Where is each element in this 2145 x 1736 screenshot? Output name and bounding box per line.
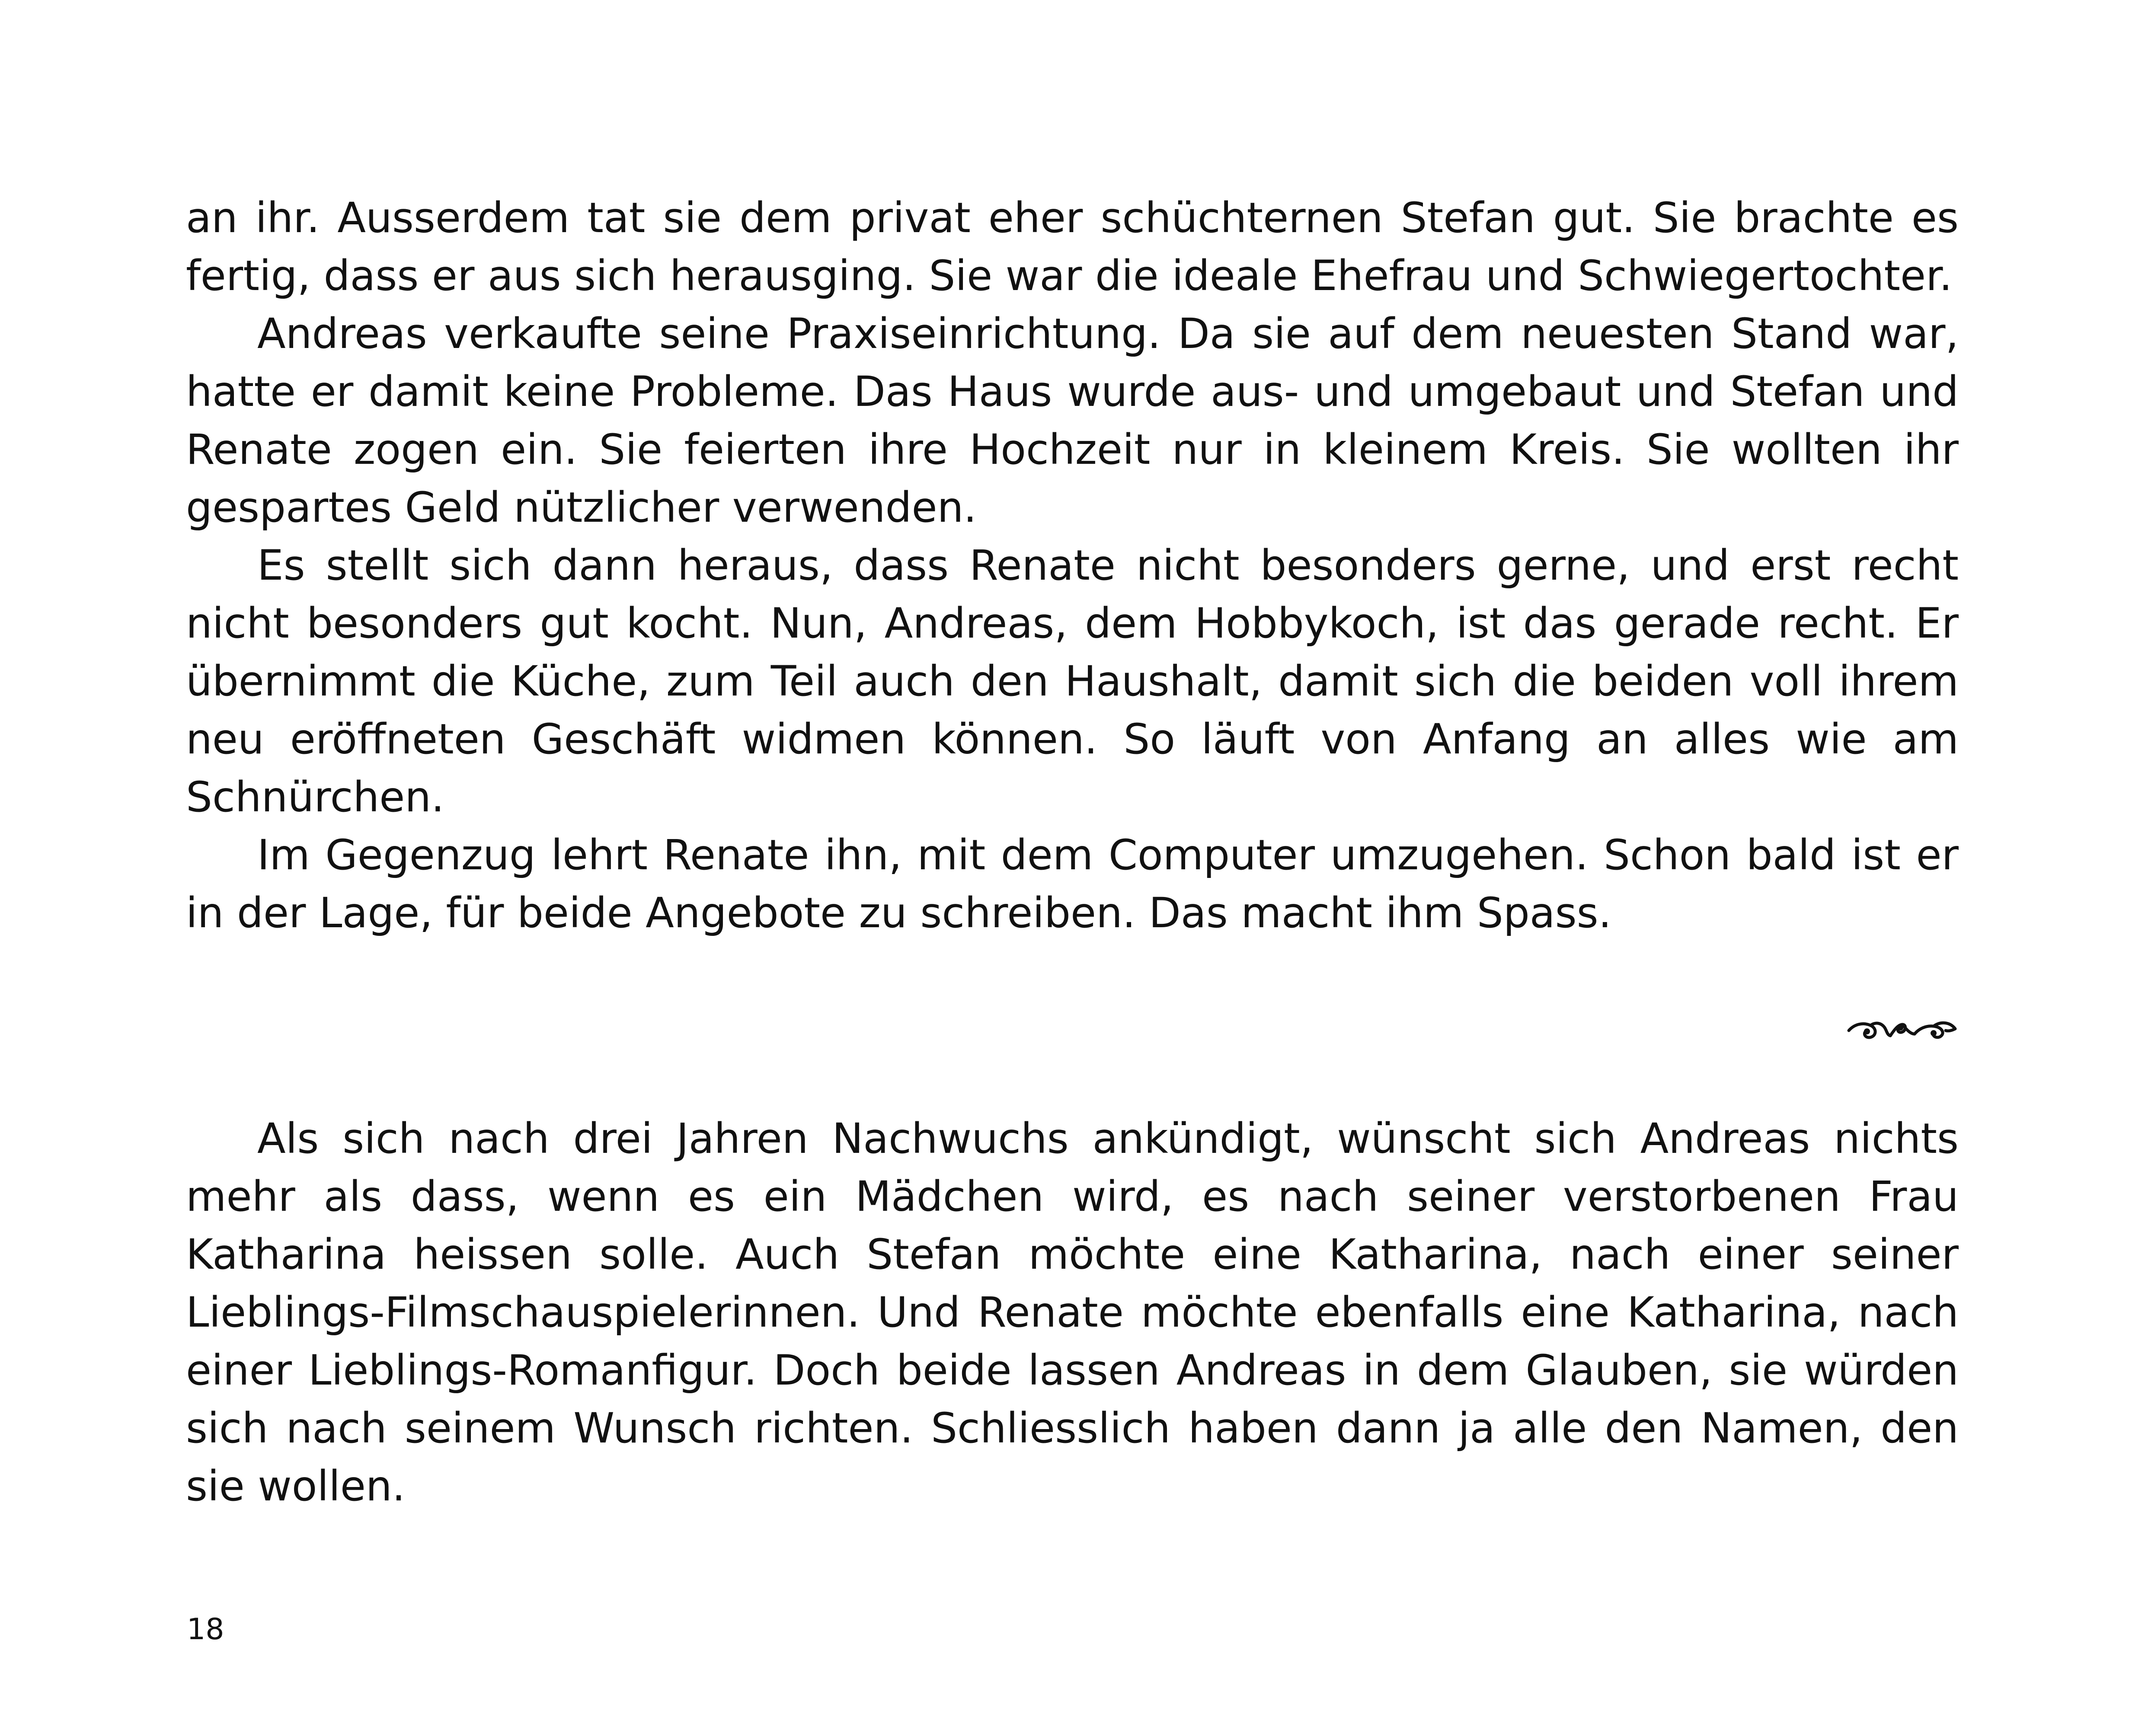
paragraph: Als sich nach drei Jahren Nachwuchs ankündigt, wünscht sich Andreas nichts mehr als dass, wenn es ein Mädchen wird, es nach seiner verstorbenen Frau Katharina heissen solle. Auch Stefan möchte eine Katharina, nach einer seiner Lieblings-Filmschauspielerinnen. Und Renate möchte ebenfalls eine Katharina, nach einer Lieblings-Romanfigur. Doch beide lassen Andreas in dem Glauben, sie würden sich nach seinem Wunsch richten. Schliesslich haben dann ja alle den Namen, den sie wollen. <box>186 1114 1959 1510</box>
paragraph: Andreas verkaufte seine Praxiseinrichtung. Da sie auf dem neuesten Stand war, hatte er damit keine Probleme. Das Haus wurde aus- und umgebaut und Stefan und Renate zogen ein. Sie feierten ihre Hochzeit nur in kleinem Kreis. Sie wollten ihr gespartes Geld nützlicher verwenden. <box>186 310 1959 532</box>
paragraph-continuation: an ihr. Ausserdem tat sie dem privat eher schüchternen Stefan gut. Sie brachte es fertig, dass er aus sich herausging. Sie war die ideale Ehefrau und Schwiegertochter. <box>186 194 1959 300</box>
paragraph: Es stellt sich dann heraus, dass Renate nicht besonders gerne, und erst recht nicht besonders gut kocht. Nun, Andreas, dem Hobbykoch, ist das gerade recht. Er übernimmt die Küche, zum Teil auch den Haushalt, damit sich die beiden voll ihrem neu eröffneten Geschäft widmen können. So läuft von Anfang an alles wie am Schnürchen. <box>186 541 1959 821</box>
body-text-section-2 <box>186 1110 1959 1515</box>
section-divider-flourish-icon <box>1845 1012 1959 1046</box>
page-number: 18 <box>187 1612 224 1647</box>
body-text-section-1 <box>186 189 1959 942</box>
paragraph: Im Gegenzug lehrt Renate ihn, mit dem Computer umzugehen. Schon bald ist er in der Lage, für beide Angebote zu schreiben. Das macht ihm Spass. <box>186 831 1959 937</box>
